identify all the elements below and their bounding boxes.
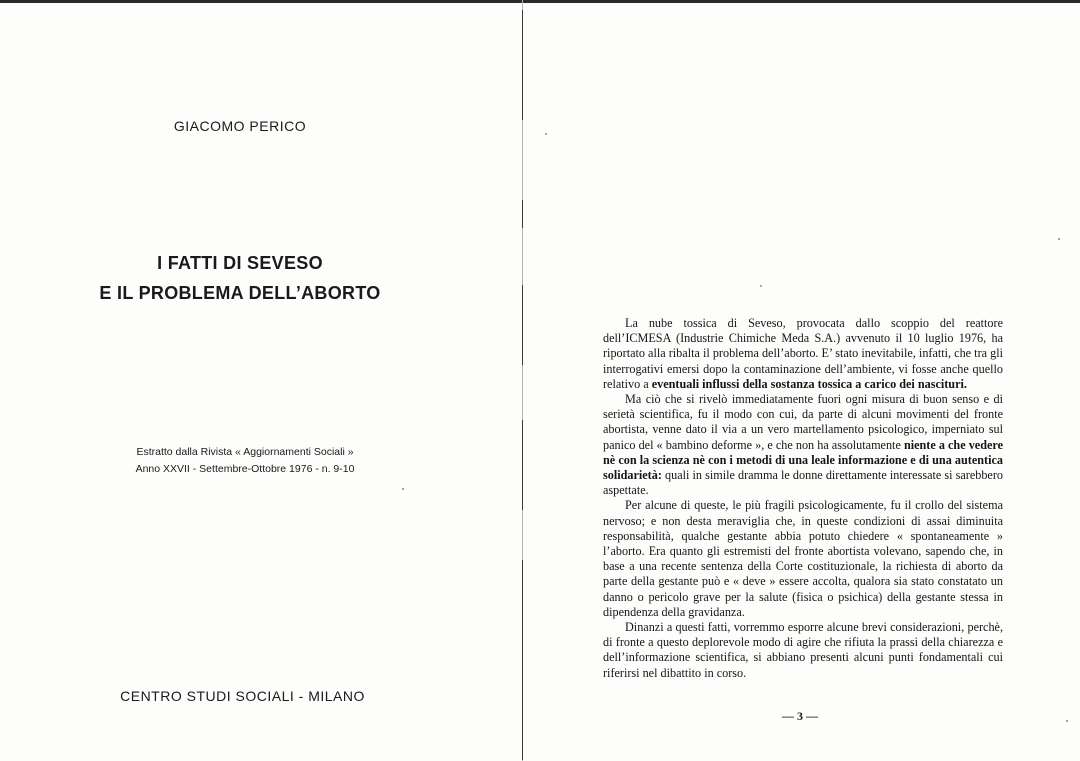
scan-speck: [1058, 238, 1060, 240]
top-edge-rule: [0, 0, 1080, 3]
title-line-1: I FATTI DI SEVESO: [157, 253, 323, 273]
scan-speck: [402, 488, 404, 490]
publisher-name: CENTRO STUDI SOCIALI - MILANO: [120, 688, 365, 704]
paragraph-run: Dinanzi a questi fatti, vorremmo esporre alcune brevi considerazioni, perchè, di fronte a questo deplorevole modo di agire che rifiuta la prassi della chiarezza e dell’informazione scientifica, si abbiano presenti alcuni punti fondamentali cui riferirsi nel dibattito in corso.: [603, 620, 1003, 680]
paragraph-run: Ma ciò che si rivelò immediatamente fuori ogni misura di buon senso e di serietà scientifica, fu il modo con cui, da parte di alcuni movimenti del fronte abortista, venne dato il via a un vero martellamento psicologico, imperniato sul panico del « bambino deforme », e che non ha assolutamente: [603, 392, 1003, 452]
title-line-2: E IL PROBLEMA DELL’ABORTO: [99, 283, 381, 303]
fold-mark: [522, 560, 523, 760]
paragraph-run-bold: niente a che vedere nè con la scienza nè con i metodi di una leale informazione e di una autentica solidarietà:: [603, 437, 1003, 483]
fold-mark: [522, 10, 523, 120]
paragraph-run: La nube tossica di Seveso, provocata dallo scoppio del reattore dell’ICMESA (Industrie Chimiche Meda S.A.) avvenuto il 10 luglio 1976, ha riportato alla ribalta il problema dell’aborto. E’ stato inevitabile, infatti, che tra gli interrogativi emersi dopo la contaminazione dell’ambiente, vi fosse anche quello relativo a: [603, 316, 1003, 391]
paragraph-run: Per alcune di queste, le più fragili psicologicamente, fu il crollo del sistema nervoso; e non desta meraviglia che, in queste condizioni di assai diminuita responsabilità, qualche gestante abbia potuto chiedere « spontaneamente » l’aborto. Era quanto gli estremisti del fronte abortista volevano, sapendo che, in base a una recente sentenza della Corte costituzionale, la richiesta di aborto da parte della gestante può e « deve » essere accolta, qualora sia stato constatato un danno o pericolo grave per la salute (fisica o psichica) della gestante stessa in dipendenza della gravidanza.: [603, 498, 1003, 619]
fold-mark: [522, 200, 523, 228]
extract-note-line-2: Anno XXVII - Settembre-Ottobre 1976 - n. 9-10: [135, 463, 355, 475]
paragraph-run: quali in simile dramma le donne direttamente interessate si sarebbero aspettate.: [603, 468, 1003, 498]
scan-speck: [545, 133, 547, 135]
article-paragraph: [603, 620, 1003, 681]
article-paragraph: [603, 316, 1003, 392]
fold-mark: [522, 420, 523, 510]
extract-note-line-1: Estratto dalla Rivista « Aggiornamenti Sociali »: [136, 446, 354, 458]
paragraph-run-bold: eventuali influssi della sostanza tossica a carico dei nascituri.: [651, 376, 967, 391]
article-paragraph: [603, 498, 1003, 620]
page-number: — 3 —: [782, 709, 818, 723]
article-body: [603, 316, 1003, 681]
scan-speck: [760, 285, 762, 287]
scan-speck: [1066, 720, 1068, 722]
author-name: GIACOMO PERICO: [173, 118, 307, 134]
fold-mark: [522, 285, 523, 365]
article-paragraph: [603, 392, 1003, 498]
